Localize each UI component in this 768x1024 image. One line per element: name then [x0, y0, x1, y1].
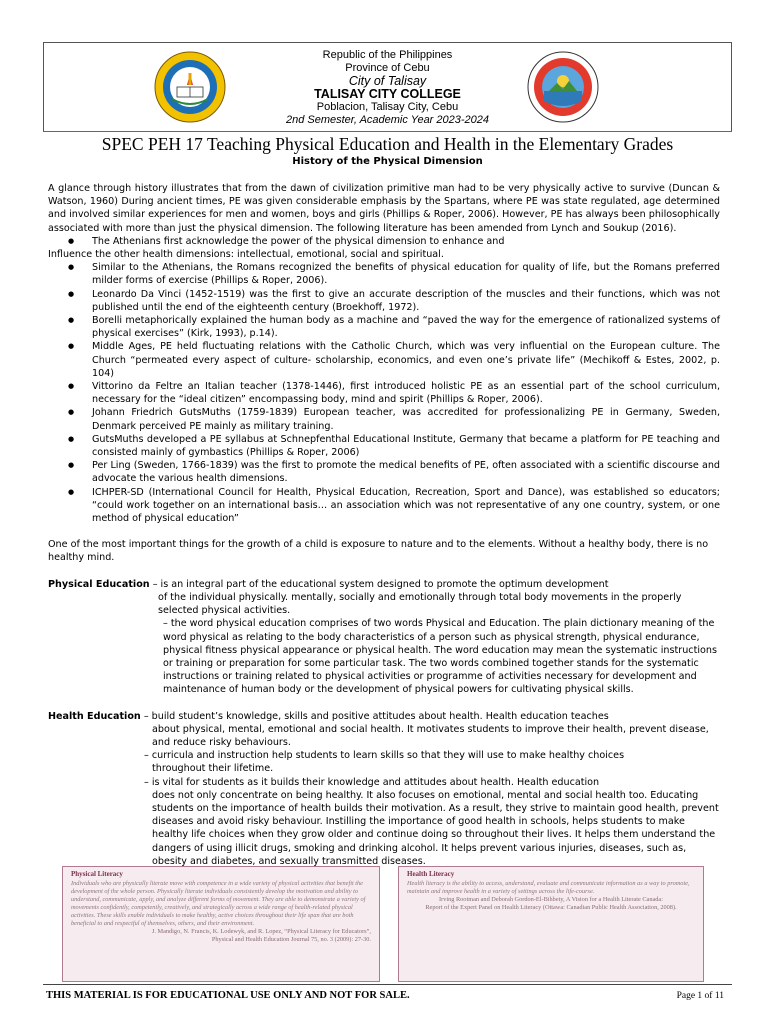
- province-line: Province of Cebu: [345, 62, 430, 74]
- republic-line: Republic of the Philippines: [322, 49, 453, 61]
- health-literacy-text: Health literacy is the ability to access, understand, evaluate and communicate information as a way to promote, maintain and improve health in a variety of settings across the life-course.: [407, 880, 690, 895]
- physical-literacy-citation: J. Mandigo, N. Francis, K. Lodewyk, and R. Lopez, “Physical Literacy for Educators”,: [151, 928, 371, 935]
- he-def3-rest: does not only concentrate on being healthy. It also focuses on emotional, mental and social health too. Educating students on the importance of health builds their motivation. As a result, they strive to maintain good health, prevent diseases and avoid risky behaviour. Instilling the importance of good health in schools, helps students to make healthy life choices when they grow older and continue doing so throughout their lives. It helps them understand the dangers of using illicit drugs, smoking and drinking alcohol. It helps prevent various injuries, diseases, such as, obesity and diabetes, and sexually transmitted diseases.: [152, 789, 719, 867]
- history-bullet-list: [48, 261, 720, 525]
- history-bullet: ● GutsMuths developed a PE syllabus at Schnepfenthal Educational Institute, Germany that became a platform for PE teaching and consisted mainly of gymbastics (Phillips & Roper, 2006): [48, 433, 720, 459]
- page-number: Page 1 of 11: [676, 991, 724, 1001]
- he-definition: [48, 710, 720, 868]
- footer-rule: [43, 984, 732, 985]
- letterhead-text: [244, 49, 531, 127]
- he-def2: – curricula and instruction help students to learn skills so that they will use to make healthy choices: [144, 750, 625, 762]
- history-bullet: ● Johann Friedrich GutsMuths (1759-1839) European teacher, was accredited for professionalizing PE in Germany, Sweden, Denmark perceived PE mainly as military training.: [48, 406, 720, 432]
- city-line: City of Talisay: [348, 74, 427, 88]
- intro-paragraph: A glance through history illustrates that from the dawn of civilization primitive man had to be very physically active to survive (Duncan & Watson, 1960) During ancient times, PE was given considerable emphasis by the Spartans, where PE was state regulated, age determined and involved similar experiences for men and women, boys and girls (Phillips & Roper, 2006). However, PE has always been philosophically associated with more than just the physical dimension. The following literature has been amended from Lynch and Soukup (2016).: [48, 183, 720, 234]
- pe-term: Physical Education: [48, 578, 150, 590]
- health-literacy-callout: [398, 866, 704, 982]
- history-bullet: ● Vittorino da Feltre an Italian teacher (1378-1446), first introduced holistic PE as an essential part of the school curriculum, necessary for the “ideal citizen” encompassing body, mind and spirit (Phillips & Roper, 2006).: [48, 380, 720, 406]
- title-top-rule: [43, 131, 732, 132]
- letterhead: [43, 42, 732, 132]
- pe-definition: [48, 578, 720, 697]
- health-literacy-citation-report: Report of the Expert Panel on Health Literacy (Ottawa: Canadian Public Health Association, 2008).: [425, 904, 677, 911]
- pe-def1-rest: of the individual physically. mentally, socially and emotionally through total body movements in the properly selected physical activities.: [158, 591, 682, 617]
- physical-literacy-callout: [62, 866, 380, 982]
- address-line: Poblacion, Talisay City, Cebu: [316, 101, 459, 113]
- he-def1-first: – build student’s knowledge, skills and positive attitudes about health. Health education teaches: [143, 710, 609, 722]
- he-term: Health Education: [48, 710, 141, 722]
- health-literacy-title: Health Literacy: [407, 870, 455, 878]
- physical-literacy-text: Individuals who are physically literate move with competence in a wide variety of physical activities that benefit the development of the whole person. Physically literate individuals consistently develop the motivation and ability to understand, communicate, apply, and analyze different forms of movement. They are able to demonstrate a variety of movements confidently, competently, creatively, and strategically across a wide range of health-related physical activities. These skills enable individuals to make healthy, active choices throughout their life span that are both beneficial to and respectful of themselves, others, and their environment.: [71, 880, 366, 927]
- nature-paragraph: One of the most important things for the growth of a child is exposure to nature and to the elements. Without a healthy body, there is no healthy mind.: [48, 539, 709, 564]
- health-literacy-citation: Irving Rootman and Deborah Gordon-El-Bihbety, A Vision for a Health Literate Canada:: [439, 896, 663, 903]
- bullet-athenians: ● The Athenians first acknowledge the power of the physical dimension to enhance and: [48, 235, 720, 248]
- history-bullet: ● Middle Ages, PE held fluctuating relations with the Catholic Church, which was very influential on the European culture. The Church “permeated every aspect of culture- scholarship, economics, and even one’s private life” (Mechikoff & Estes, 2002, p. 104): [48, 340, 720, 380]
- bullet-athenians-continued: Influence the other health dimensions: intellectual, emotional, social and spiritual.: [48, 249, 444, 261]
- he-def1-rest: about physical, mental, emotional and social health. It motivates students to improve their health, prevent disease, and reduce risky behaviours.: [152, 723, 709, 748]
- history-bullet: ● ICHPER-SD (International Council for Health, Physical Education, Recreation, Sport and Dance), was established so educators; “could work together on an international basis… an association which was not representative of any one country, system, or one method of physical education”: [48, 486, 720, 526]
- college-seal-logo: [154, 51, 226, 123]
- city-seal-logo: [527, 51, 599, 123]
- he-def2-rest: throughout their lifetime.: [152, 763, 274, 775]
- document-body: [48, 182, 720, 868]
- pe-def2: – the word physical education comprises of two words Physical and Education. The plain dictionary meaning of the word physical as relating to the body characteristics of a person such as physical strength, physical endurance, physical fitness physical appearance or physical health. The word education may mean the systematic instructions or training or preparation for some particular task. The two words combined together stands for the systematic instructions or training related to physical activities or programme of activities necessary for development and maintenance of human body or the development of physical powers for cultivating physical skills.: [163, 618, 717, 696]
- section-heading: History of the Physical Dimension: [292, 156, 483, 167]
- he-def3: – is vital for students as it builds their knowledge and attitudes about health. Health education: [144, 776, 600, 788]
- history-bullet: ● Similar to the Athenians, the Romans recognized the benefits of physical education for quality of life, but the Romans preferred milder forms of exercise (Phillips & Roper, 2006).: [48, 261, 720, 287]
- footer-disclaimer: THIS MATERIAL IS FOR EDUCATIONAL USE ONLY AND NOT FOR SALE.: [46, 990, 410, 1001]
- physical-literacy-citation-journal: Physical and Health Education Journal 75, no. 3 (2009): 27-30.: [211, 936, 371, 943]
- history-bullet: ● Per Ling (Sweden, 1766-1839) was the first to promote the medical benefits of PE, often associated with a scientific discourse and advocate the various health dimensions.: [48, 459, 720, 485]
- physical-literacy-title: Physical Literacy: [71, 870, 123, 878]
- history-bullet: ● Leonardo Da Vinci (1452-1519) was the first to give an accurate description of the muscles and their functions, which was not published until the end of the eighteenth century (Broekhoff, 1972).: [48, 288, 720, 314]
- pe-def1-first: – is an integral part of the educational system designed to promote the optimum development: [152, 578, 609, 590]
- document-title: SPEC PEH 17 Teaching Physical Education and Health in the Elementary Grades: [101, 134, 674, 154]
- college-name: TALISAY CITY COLLEGE: [314, 87, 461, 101]
- history-bullet: ● Borelli metaphorically explained the human body as a machine and “paved the way for the emergence of rationalized systems of physical exercises” (Kirk, 1993), p.14).: [48, 314, 720, 340]
- semester-line: 2nd Semester, Academic Year 2023-2024: [285, 114, 490, 126]
